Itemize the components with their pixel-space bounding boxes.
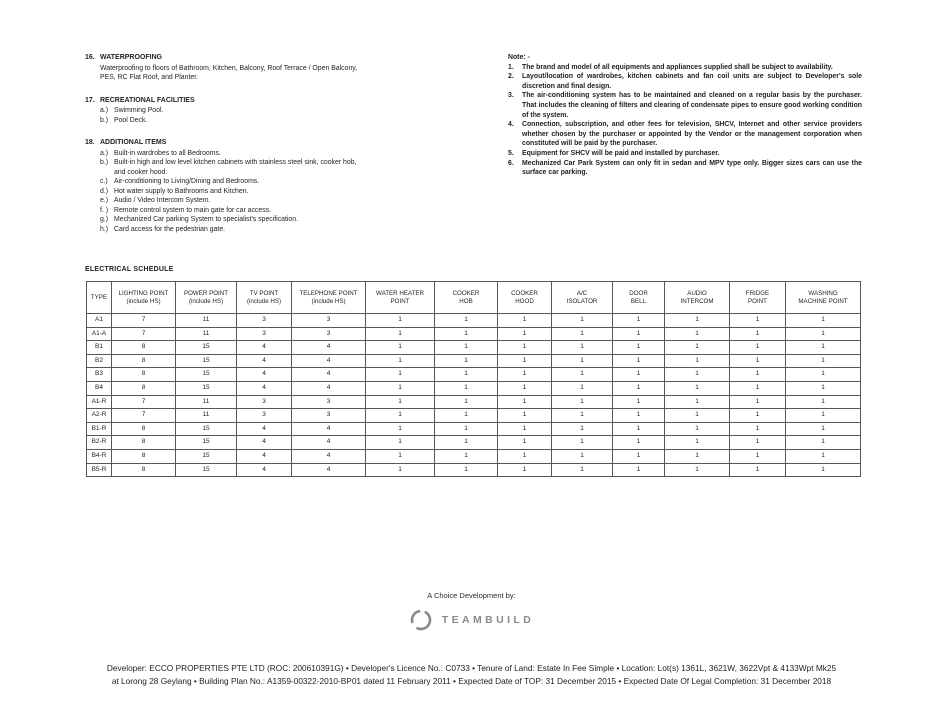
list-item-text: Mechanized Car parking System to specialist's specification.: [114, 216, 298, 223]
cell-value: 1: [435, 354, 498, 368]
section-heading: [85, 138, 485, 148]
cell-value: 8: [112, 436, 176, 450]
table-row: [87, 409, 861, 423]
type-cell: B4: [87, 381, 112, 395]
cell-value: 1: [552, 449, 613, 463]
cell-value: 1: [786, 395, 861, 409]
list-item-prefix: a.): [100, 149, 109, 157]
spec-section: [85, 96, 485, 126]
cell-value: 8: [112, 422, 176, 436]
type-cell: A1-R: [87, 395, 112, 409]
cell-value: 4: [292, 341, 366, 355]
cell-value: 15: [176, 449, 237, 463]
cell-value: 7: [112, 327, 176, 341]
cell-value: 15: [176, 463, 237, 477]
cell-value: 1: [730, 327, 786, 341]
list-item-text: Built-in high and low level kitchen cabinets with stainless steel sink, cooker hob, and cooker hood.: [114, 159, 357, 176]
cell-value: 8: [112, 449, 176, 463]
section-heading: [85, 53, 485, 63]
cell-value: 1: [552, 354, 613, 368]
list-item: [85, 187, 485, 197]
note-text: The brand and model of all equipments and appliances supplied shall be subject to availability.: [522, 63, 833, 71]
note-text: Connection, subscription, and other fees for television, SHCV, Internet and other service providers whether chosen by the purchaser or appointed by the Vendor or the management corporation when constituted will be paid by the purchaser.: [522, 121, 862, 148]
note-item: [508, 120, 862, 149]
cell-value: 1: [730, 314, 786, 328]
table-head: [87, 282, 861, 314]
cell-value: 1: [613, 395, 665, 409]
cell-value: 1: [552, 422, 613, 436]
cell-value: 1: [730, 368, 786, 382]
cell-value: 11: [176, 314, 237, 328]
cell-value: 8: [112, 354, 176, 368]
cell-value: 7: [112, 314, 176, 328]
list-item-text: Remote control system to main gate for car access.: [114, 206, 272, 214]
cell-value: 1: [435, 314, 498, 328]
table-header-row: [87, 282, 861, 314]
cell-value: 1: [786, 381, 861, 395]
type-cell: B4-R: [87, 449, 112, 463]
type-cell: A1-A: [87, 327, 112, 341]
table-row: [87, 463, 861, 477]
cell-value: 4: [292, 422, 366, 436]
cell-value: 4: [292, 368, 366, 382]
list-item-text: Audio / Video Intercom System.: [114, 197, 211, 204]
note-number: 6.: [508, 159, 514, 167]
cell-value: 4: [237, 422, 292, 436]
cell-value: 1: [730, 449, 786, 463]
cell-value: 11: [176, 409, 237, 423]
cell-value: 15: [176, 422, 237, 436]
list-item-prefix: h.): [100, 225, 109, 233]
cell-value: 1: [498, 395, 552, 409]
list-item-prefix: g.): [100, 216, 109, 223]
notes-block: [508, 53, 862, 178]
cell-value: 1: [730, 395, 786, 409]
cell-value: 1: [665, 409, 730, 423]
cell-value: 1: [730, 409, 786, 423]
cell-value: 1: [786, 409, 861, 423]
type-cell: B2: [87, 354, 112, 368]
note-number: 4.: [508, 121, 514, 129]
cell-value: 1: [786, 422, 861, 436]
cell-value: 1: [613, 436, 665, 450]
column-header: LIGHTING POINT (include HS): [112, 282, 176, 314]
section-number: 16.: [85, 54, 95, 61]
cell-value: 1: [665, 327, 730, 341]
type-cell: B3: [87, 368, 112, 382]
list-item-text: Card access for the pedestrian gate.: [114, 225, 226, 233]
cell-value: 1: [665, 341, 730, 355]
table-row: [87, 368, 861, 382]
section-heading: [85, 96, 485, 106]
cell-value: 15: [176, 381, 237, 395]
cell-value: 1: [435, 449, 498, 463]
cell-value: 1: [552, 409, 613, 423]
list-item-text: Built-in wardrobes to all Bedrooms.: [114, 149, 221, 157]
column-header: COOKER HOOD: [498, 282, 552, 314]
table-row: [87, 381, 861, 395]
note-number: 3.: [508, 92, 514, 100]
note-item: [508, 63, 862, 73]
note-number: 1.: [508, 63, 514, 71]
cell-value: 1: [366, 449, 435, 463]
cell-value: 1: [366, 354, 435, 368]
column-header: TYPE: [87, 282, 112, 314]
cell-value: 1: [435, 395, 498, 409]
cell-value: 1: [552, 463, 613, 477]
cell-value: 1: [786, 449, 861, 463]
column-header: TV POINT (include HS): [237, 282, 292, 314]
cell-value: 7: [112, 395, 176, 409]
cell-value: 1: [786, 341, 861, 355]
cell-value: 7: [112, 409, 176, 423]
note-text: Mechanized Car Park System can only fit in sedan and MPV type only. Bigger sizes cars can use the surface car parking.: [522, 159, 862, 177]
list-item: [85, 196, 485, 206]
cell-value: 1: [613, 327, 665, 341]
electrical-schedule-title: ELECTRICAL SCHEDULE: [85, 266, 174, 273]
column-header: AUDIO INTERCOM: [665, 282, 730, 314]
cell-value: 1: [730, 341, 786, 355]
cell-value: 4: [292, 463, 366, 477]
column-header: COOKER HOB: [435, 282, 498, 314]
cell-value: 1: [730, 463, 786, 477]
cell-value: 1: [366, 422, 435, 436]
note-item: [508, 159, 862, 178]
column-header: FRIDGE POINT: [730, 282, 786, 314]
cell-value: 15: [176, 354, 237, 368]
cell-value: 1: [435, 422, 498, 436]
cell-value: 1: [665, 463, 730, 477]
cell-value: 1: [435, 368, 498, 382]
cell-value: 1: [552, 314, 613, 328]
cell-value: 3: [237, 327, 292, 341]
type-cell: B1: [87, 341, 112, 355]
cell-value: 1: [786, 314, 861, 328]
cell-value: 1: [730, 436, 786, 450]
cell-value: 3: [237, 395, 292, 409]
note-item: [508, 149, 862, 159]
list-item-prefix: f. ): [100, 206, 109, 214]
cell-value: 1: [613, 314, 665, 328]
cell-value: 4: [292, 436, 366, 450]
cell-value: 1: [498, 409, 552, 423]
type-cell: B2-R: [87, 436, 112, 450]
cell-value: 1: [435, 381, 498, 395]
cell-value: 11: [176, 395, 237, 409]
footer: [0, 662, 943, 688]
cell-value: 1: [435, 341, 498, 355]
cell-value: 4: [292, 381, 366, 395]
cell-value: 1: [665, 449, 730, 463]
list-item: [85, 177, 485, 187]
list-item: [85, 215, 485, 225]
cell-value: 1: [498, 449, 552, 463]
cell-value: 1: [786, 354, 861, 368]
cell-value: 1: [786, 327, 861, 341]
cell-value: 1: [498, 314, 552, 328]
list-item-text: Hot water supply to Bathrooms and Kitchen.: [114, 187, 249, 195]
note-list: [508, 63, 862, 178]
cell-value: 8: [112, 341, 176, 355]
cell-value: 1: [665, 354, 730, 368]
list-item: [85, 116, 485, 126]
cell-value: 1: [613, 422, 665, 436]
cell-value: 15: [176, 341, 237, 355]
cell-value: 1: [435, 327, 498, 341]
cell-value: 1: [613, 409, 665, 423]
footer-line1: Developer: ECCO PROPERTIES PTE LTD (ROC: 200610391G) • Developer's Licence No.: C0733 • Tenure of Land: Estate In Fee Simple • Location: Lot(s) 1361L, 3621W, 3622Vpt & 4133Wpt Mk25: [106, 663, 837, 673]
section-text-line: Waterproofing to floors of Bathroom, Kitchen, Balcony, Roof Terrace / Open Balcony,: [100, 64, 358, 72]
table-row: [87, 327, 861, 341]
table-row: [87, 449, 861, 463]
teambuild-logo-icon: [409, 608, 433, 632]
list-item-prefix: c.): [100, 178, 108, 185]
cell-value: 3: [237, 409, 292, 423]
column-header: POWER POINT (include HS): [176, 282, 237, 314]
cell-value: 1: [435, 409, 498, 423]
cell-value: 1: [366, 381, 435, 395]
logo-text: TEAMBUILD: [441, 614, 535, 626]
list-item-prefix: e.): [100, 197, 109, 204]
note-item: [508, 91, 862, 120]
column-header: DOOR BELL: [613, 282, 665, 314]
note-text: Equipment for SHCV will be paid and installed by purchaser.: [522, 149, 720, 157]
table-row: [87, 354, 861, 368]
cell-value: 1: [552, 436, 613, 450]
type-cell: A1: [87, 314, 112, 328]
table-row: [87, 395, 861, 409]
cell-value: 1: [613, 449, 665, 463]
cell-value: 1: [366, 341, 435, 355]
table-row: [87, 422, 861, 436]
note-text: The air-conditioning system has to be maintained and cleaned on a regular basis by the purchaser. That includes the cleaning of filters and clearing of condensate pipes to ensure good working condition of the system.: [522, 92, 862, 119]
list-item-prefix: a.): [100, 107, 109, 114]
cell-value: 1: [730, 422, 786, 436]
cell-value: 1: [665, 436, 730, 450]
list-item-text: Swimming Pool.: [114, 107, 164, 114]
cell-value: 1: [730, 381, 786, 395]
cell-value: 1: [665, 381, 730, 395]
section-title: ADDITIONAL ITEMS: [100, 139, 167, 146]
section-title: RECREATIONAL FACILITIES: [100, 96, 195, 104]
column-header: TELEPHONE POINT (include HS): [292, 282, 366, 314]
note-number: 2.: [508, 73, 514, 81]
cell-value: 1: [786, 436, 861, 450]
cell-value: 4: [237, 368, 292, 382]
list-item: [85, 106, 485, 116]
cell-value: 1: [498, 422, 552, 436]
column-header: WATER HEATER POINT: [366, 282, 435, 314]
cell-value: 8: [112, 463, 176, 477]
cell-value: 1: [665, 314, 730, 328]
electrical-schedule-table: [86, 281, 861, 477]
cell-value: 1: [498, 354, 552, 368]
cell-value: 1: [665, 368, 730, 382]
column-header: WASHING MACHINE POINT: [786, 282, 861, 314]
spec-section: [85, 138, 485, 234]
cell-value: 1: [786, 463, 861, 477]
cell-value: 1: [435, 463, 498, 477]
list-item: [85, 149, 485, 159]
cell-value: 1: [498, 381, 552, 395]
list-item-prefix: d.): [100, 187, 109, 195]
cell-value: 3: [292, 395, 366, 409]
cell-value: 4: [237, 449, 292, 463]
list-item: [85, 225, 485, 235]
cell-value: 3: [292, 409, 366, 423]
note-text: Layout/location of wardrobes, kitchen cabinets and fan coil units are subject to Developer's sole discretion and final design.: [522, 73, 862, 90]
cell-value: 1: [366, 314, 435, 328]
table-body: [87, 314, 861, 477]
cell-value: 1: [665, 395, 730, 409]
note-item: [508, 72, 862, 91]
cell-value: 4: [292, 354, 366, 368]
cell-value: 11: [176, 327, 237, 341]
tagline: A Choice Development by:: [427, 591, 516, 600]
cell-value: 1: [366, 327, 435, 341]
cell-value: 3: [292, 327, 366, 341]
developer-logo: [0, 608, 943, 632]
cell-value: 1: [613, 368, 665, 382]
table-row: [87, 436, 861, 450]
cell-value: 1: [498, 463, 552, 477]
cell-value: 1: [665, 422, 730, 436]
cell-value: 4: [237, 381, 292, 395]
column-header: A/C ISOLATOR: [552, 282, 613, 314]
cell-value: 1: [552, 368, 613, 382]
cell-value: 1: [552, 395, 613, 409]
note-title: Note: -: [508, 54, 530, 61]
cell-value: 3: [237, 314, 292, 328]
cell-value: 3: [292, 314, 366, 328]
cell-value: 1: [552, 327, 613, 341]
cell-value: 1: [366, 409, 435, 423]
cell-value: 1: [613, 381, 665, 395]
type-cell: A2-R: [87, 409, 112, 423]
cell-value: 15: [176, 436, 237, 450]
cell-value: 8: [112, 368, 176, 382]
cell-value: 4: [237, 436, 292, 450]
cell-value: 1: [366, 436, 435, 450]
cell-value: 1: [498, 436, 552, 450]
cell-value: 1: [366, 463, 435, 477]
type-cell: B1-R: [87, 422, 112, 436]
cell-value: 1: [498, 327, 552, 341]
table-row: [87, 341, 861, 355]
cell-value: 1: [730, 354, 786, 368]
list-item: [85, 206, 485, 216]
list-item-text: Pool Deck.: [114, 116, 148, 124]
list-item: [85, 158, 485, 177]
cell-value: 4: [237, 463, 292, 477]
spec-section: [85, 53, 485, 83]
spec-sections: [85, 53, 485, 247]
type-cell: B5-R: [87, 463, 112, 477]
cell-value: 4: [292, 449, 366, 463]
note-number: 5.: [508, 149, 514, 157]
section-text-line: PES, RC Flat Roof, and Planter.: [100, 74, 199, 81]
section-number: 17.: [85, 96, 95, 104]
section-number: 18.: [85, 139, 95, 146]
list-item-prefix: b.): [100, 116, 109, 124]
section-title: WATERPROOFING: [100, 54, 163, 61]
list-item-prefix: b.): [100, 159, 109, 166]
cell-value: 1: [498, 368, 552, 382]
cell-value: 4: [237, 341, 292, 355]
cell-value: 8: [112, 381, 176, 395]
cell-value: 1: [498, 341, 552, 355]
footer-line2: at Lorong 28 Geylang • Building Plan No.: A1359-00322-2010-BP01 dated 11 February 2011 • Expected Date of TOP: 31 December 2015 • Expected Date Of Legal Completion: 31 December 2018: [111, 675, 832, 686]
list-item-text: Air-conditioning to Living/Dining and Bedrooms.: [114, 178, 260, 185]
cell-value: 1: [366, 368, 435, 382]
cell-value: 1: [435, 436, 498, 450]
table-row: [87, 314, 861, 328]
cell-value: 1: [613, 354, 665, 368]
cell-value: 1: [613, 463, 665, 477]
cell-value: 1: [552, 341, 613, 355]
cell-value: 1: [366, 395, 435, 409]
cell-value: 1: [552, 381, 613, 395]
cell-value: 1: [613, 341, 665, 355]
cell-value: 15: [176, 368, 237, 382]
cell-value: 1: [786, 368, 861, 382]
cell-value: 4: [237, 354, 292, 368]
